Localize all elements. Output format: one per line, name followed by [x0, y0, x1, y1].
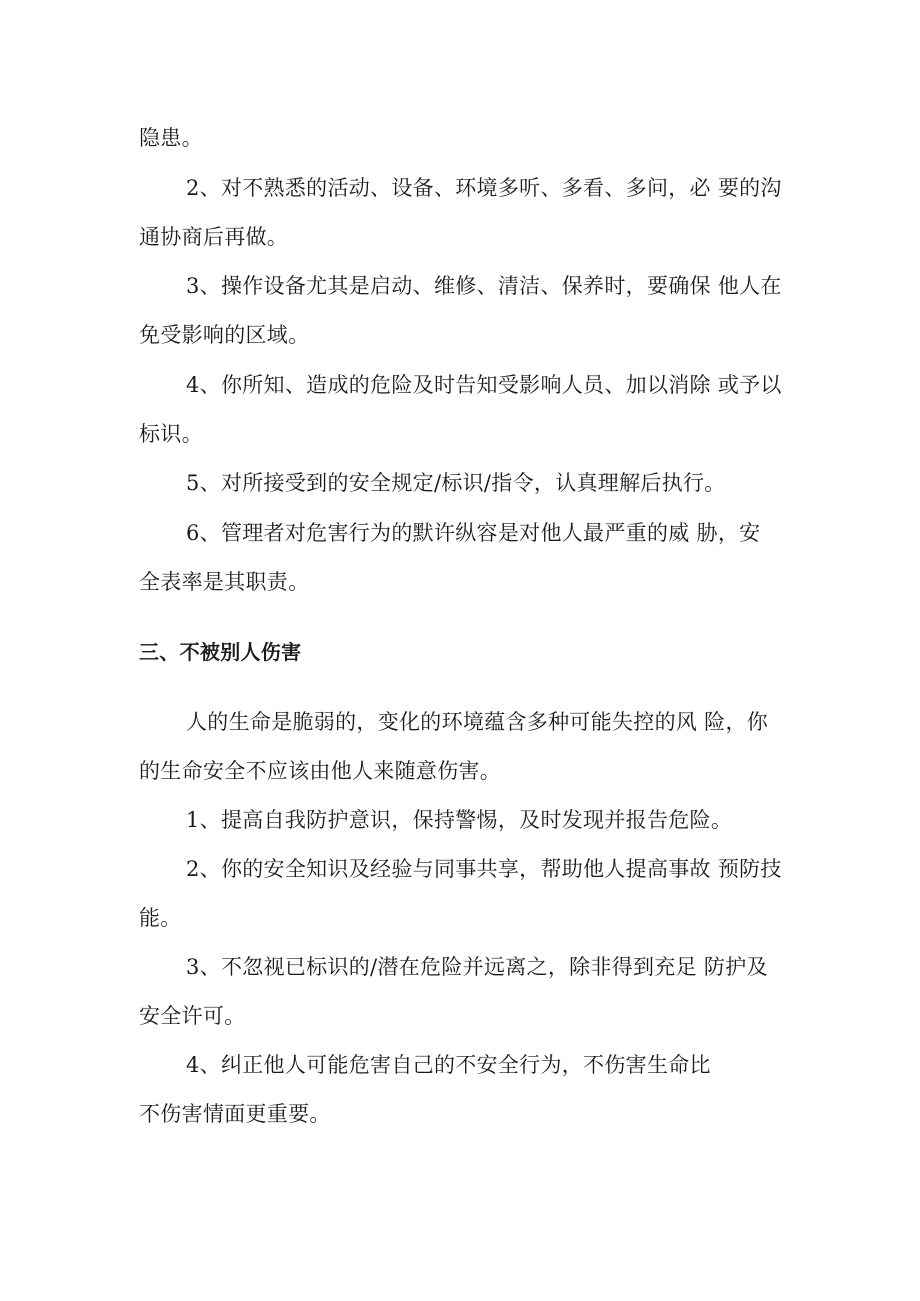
text-line: 4、纠正他人可能危害自己的不安全行为，不伤害生命比: [186, 1053, 711, 1077]
text-line: 的生命安全不应该由他人来随意伤害。: [139, 759, 502, 783]
text-line: 1、提高自我防护意识，保持警惕，及时发现并报告危险。: [186, 808, 733, 832]
text-line: 4、你所知、造成的危险及时告知受影响人员、加以消除 或予以: [186, 373, 782, 397]
text-line: 免受影响的区域。: [139, 323, 310, 347]
text-line: 2、对不熟悉的活动、设备、环境多听、多看、多问，必 要的沟: [186, 176, 782, 200]
text-line: 能。: [139, 906, 182, 930]
section-heading: 三、不被别人伤害: [139, 640, 302, 664]
text-line: 隐患。: [139, 126, 203, 150]
text-line: 3、操作设备尤其是启动、维修、清洁、保养时，要确保 他人在: [186, 274, 782, 298]
text-line: 3、不忽视已标识的/潜在危险并远离之，除非得到充足 防护及: [186, 955, 768, 979]
text-line: 通协商后再做。: [139, 225, 289, 249]
text-line: 安全许可。: [139, 1004, 246, 1028]
text-line: 5、对所接受到的安全规定/标识/指令，认真理解后执行。: [186, 471, 726, 495]
text-line: 全表率是其职责。: [139, 570, 310, 594]
text-line: 人的生命是脆弱的，变化的环境蕴含多种可能失控的风 险，你: [186, 710, 769, 734]
text-line: 标识。: [139, 422, 203, 446]
text-line: 2、你的安全知识及经验与同事共享，帮助他人提高事故 预防技: [186, 857, 782, 881]
text-line: 6、管理者对危害行为的默许纵容是对他人最严重的威 胁，安: [186, 521, 761, 545]
text-line: 不伤害情面更重要。: [139, 1102, 331, 1126]
